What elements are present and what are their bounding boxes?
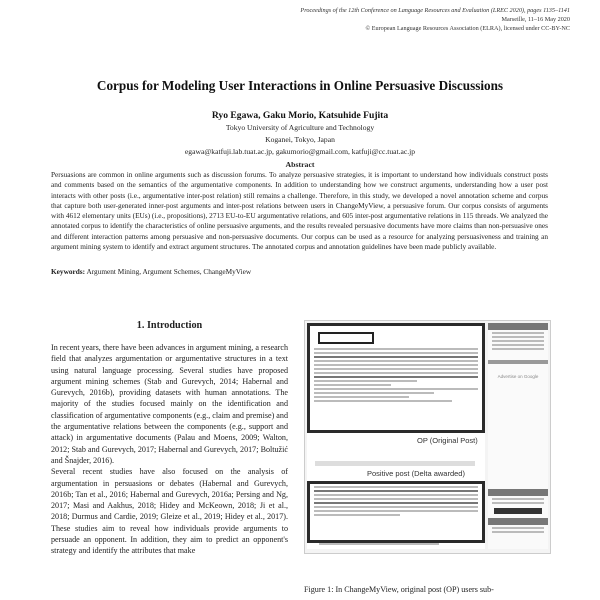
- author-emails: egawa@katfuji.lab.tuat.ac.jp, gakumorio@gmail.com, katfuji@cc.tuat.ac.jp: [184, 147, 416, 156]
- abstract-text: Persuasions are common in online arguments such as discussion forums. To analyze persuasive strategies, it is important to understand how individuals construct posts and comments based on the semantics of the argumentative components. In addition to understanding how we construct arguments, understanding how a user post interacts with other posts (i.e., argumentative inter-post relation) still remains a challenge. Therefore, in this study, we developed a novel annotation scheme and corpus that capture both user-generated inner-post arguments and inter-post relations between users in ChangeMyView, a persuasive forum. Our corpus consists of arguments with 4612 elementary units (EUs) (i.e., propositions), 2713 EU-to-EU argumentative relations, and 605 inter-post argumentative relations in 115 threads. We analyzed the annotated corpus to identify the characteristics of online persuasive arguments, and the results revealed persuasive documents have more claims than non-persuasive ones and different interaction patterns among persuasive and non-persuasive documents. Our corpus can be used as a resource for analyzing persuasiveness and training an argument mining system to identify and extract argument structures. The annotated corpus and annotation guidelines have been made publicly available.: [51, 170, 548, 252]
- figure-sidebar: [488, 323, 548, 549]
- intro-paragraph-2: Several recent studies have also focused on the analysis of argumentation in persuasions or debates (Habernal and Gurevych, 2016b; Tan et al., 2016; Habernal and Gurevych, 2016a; Persing and Ng, 2017; Masi and Aakhus, 2018; Hidey and McKeown, 2018; Ji et al., 2018; Durmus and Cardie, 2019; Gleize et al., 2019; Hidey et al., 2017). These studies aim to reveal how individuals provide arguments to persuade an opponent. In addition, they aim to predict an opponent's strategy and identify the attributes that make: [51, 467, 288, 556]
- affiliation: Tokyo University of Agriculture and Technology: [225, 123, 375, 132]
- license-line: © European Language Resources Association (ELRA), licensed under CC-BY-NC: [365, 25, 570, 32]
- introduction-body: [51, 342, 288, 557]
- venue-line: Marseille, 11–16 May 2020: [501, 16, 570, 23]
- op-label: OP (Original Post): [417, 436, 478, 445]
- positive-post-label: Positive post (Delta awarded): [367, 469, 465, 478]
- cmv-tag: [318, 332, 374, 344]
- section-heading-introduction: 1. Introduction: [136, 320, 203, 331]
- sidebar-ad-text: Advertise on Google: [497, 374, 539, 379]
- comment-toolbar: [315, 461, 475, 466]
- affiliation-location: Koganei, Tokyo, Japan: [265, 135, 335, 144]
- paper-title: Corpus for Modeling User Interactions in Online Persuasive Discussions: [96, 78, 504, 93]
- positive-post-box: [307, 481, 485, 543]
- proceedings-line: Proceedings of the 12th Conference on Language Resources and Evaluation (LREC 2020), pages 1135–1141: [300, 7, 570, 14]
- proceedings-header: [300, 6, 570, 33]
- figure-1-screenshot: [304, 320, 551, 554]
- figure-caption: Figure 1: In ChangeMyView, original post (OP) users sub-: [304, 585, 494, 594]
- abstract-heading: Abstract: [285, 160, 315, 169]
- intro-paragraph-1: In recent years, there have been advances in argument mining, a research field that analyzes argumentation or argumentative structures in a text using natural language processing. Several studies have proposed argument mining schemes (Stab and Gurevych, 2014; Habernal and Gurevych, 2016b), providing datasets with human annotations. The majority of the studies focused mainly on the identification and classification of argumentative components (e.g., claim and premise) and the argumentative relations between the components (e.g., support and attack) in argumentative documents (Palau and Moens, 2009; Walton, 2012; Stab and Gurevych, 2017; Habernal and Gurevych, 2017; Boltužić and Šnajder, 2016).: [51, 343, 288, 465]
- figure-main-panel: [307, 323, 485, 549]
- keywords-values: Argument Mining, Argument Schemes, ChangeMyView: [86, 267, 252, 276]
- op-post-box: [307, 323, 485, 433]
- keywords: [51, 267, 251, 276]
- keywords-label: Keywords:: [51, 267, 86, 276]
- paper-authors: Ryo Egawa, Gaku Morio, Katsuhide Fujita: [211, 110, 389, 121]
